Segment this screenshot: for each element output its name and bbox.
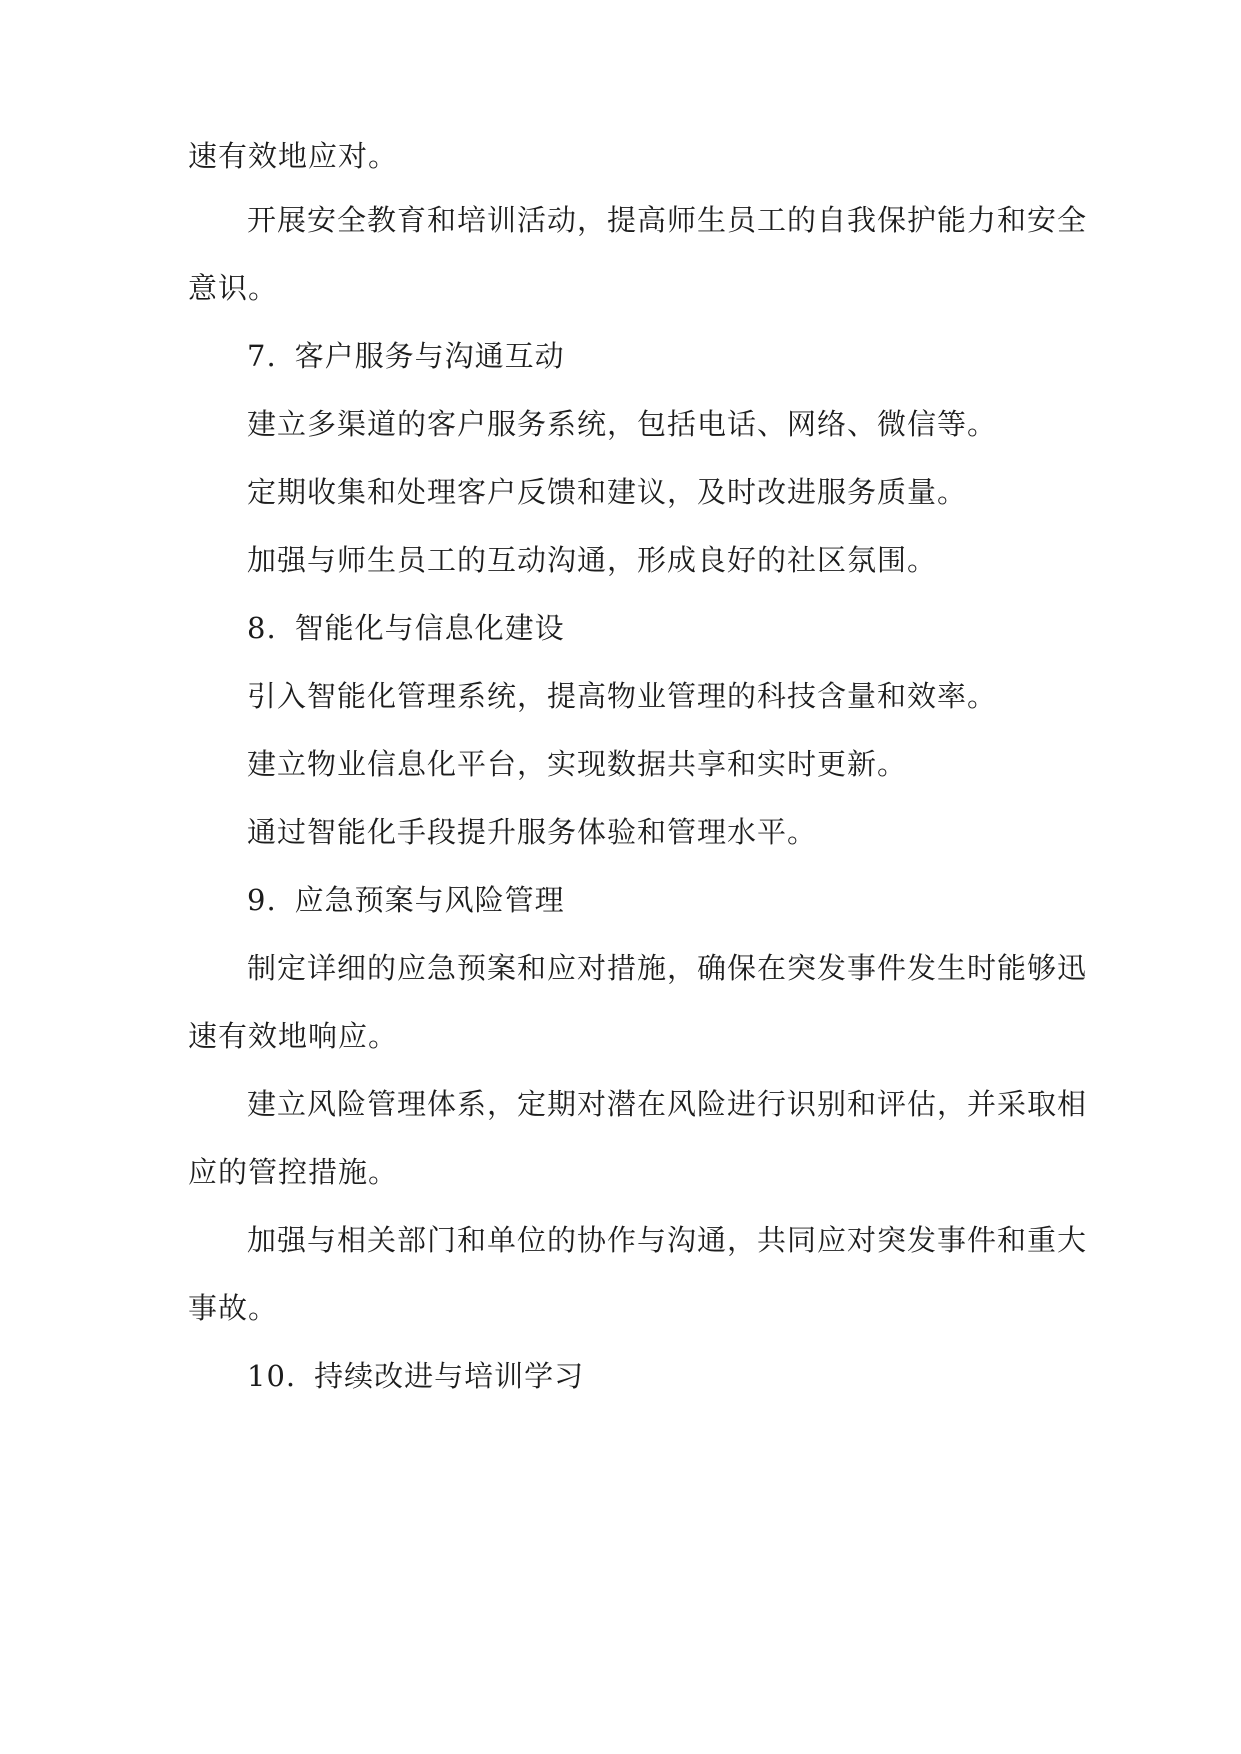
paragraph-line: 制定详细的应急预案和应对措施，确保在突发事件发生时能够迅 [247,951,1088,985]
paragraph-line: 定期收集和处理客户反馈和建议，及时改进服务质量。 [247,475,968,509]
section-heading-9 [247,880,1117,920]
paragraph-line: 速有效地响应。 [188,1019,399,1053]
paragraph-line: 速有效地应对。 [188,139,399,173]
paragraph-line: 开展安全教育和培训活动，提高师生员工的自我保护能力和安全 [247,203,1088,237]
section-title: 持续改进与培训学习 [314,1359,585,1393]
paragraph-line: 应的管控措施。 [188,1155,399,1189]
section-title: 客户服务与沟通互动 [294,339,565,373]
paragraph-line: 加强与相关部门和单位的协作与沟通，共同应对突发事件和重大 [247,1223,1088,1257]
paragraph-line: 引入智能化管理系统，提高物业管理的科技含量和效率。 [247,679,998,713]
section-number: 9. [247,883,277,917]
paragraph-line: 通过智能化手段提升服务体验和管理水平。 [247,815,818,849]
section-number: 8. [247,611,277,645]
section-number: 10. [247,1359,297,1393]
section-heading-8 [247,608,1117,648]
section-heading-7 [247,336,1117,376]
paragraph-line: 建立风险管理体系，定期对潜在风险进行识别和评估，并采取相 [247,1087,1088,1121]
section-heading-10 [247,1356,1117,1396]
section-title: 应急预案与风险管理 [294,883,565,917]
section-number: 7. [247,339,277,373]
paragraph-line: 加强与师生员工的互动沟通，形成良好的社区氛围。 [247,543,938,577]
paragraph-line: 建立多渠道的客户服务系统，包括电话、网络、微信等。 [247,407,998,441]
paragraph-line: 建立物业信息化平台，实现数据共享和实时更新。 [247,747,908,781]
paragraph-line: 意识。 [188,271,279,305]
paragraph-line: 事故。 [188,1291,279,1325]
section-title: 智能化与信息化建设 [294,611,565,645]
